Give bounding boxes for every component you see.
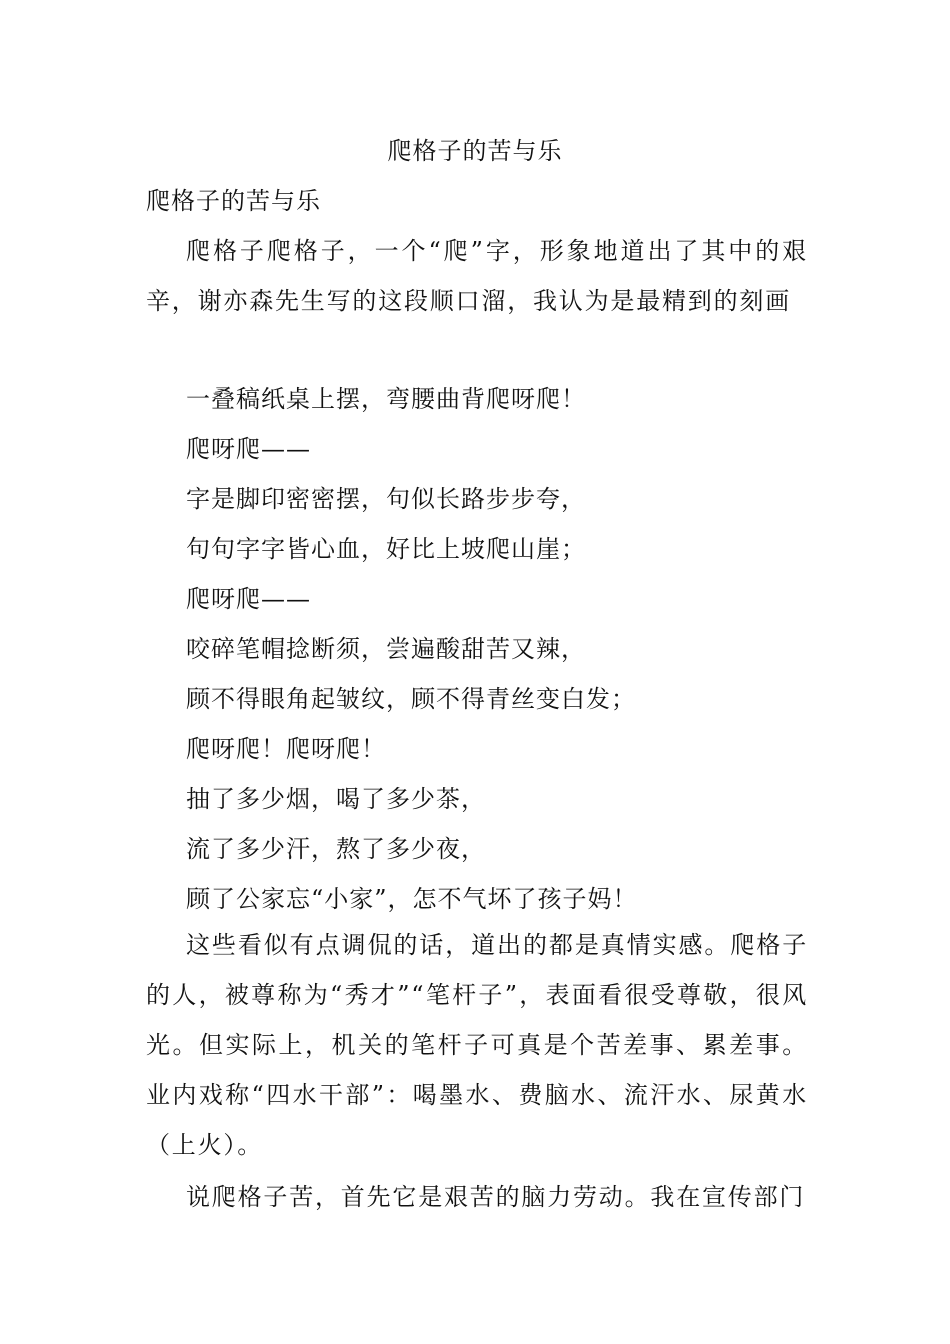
poem-line: 咬碎笔帽捻断须，尝遍酸甜苦又辣，	[186, 635, 586, 663]
poem-line: 抽了多少烟，喝了多少茶，	[186, 785, 486, 813]
poem-line: 一叠稿纸桌上摆，弯腰曲背爬呀爬！	[186, 385, 586, 413]
document-subtitle: 爬格子的苦与乐	[146, 187, 321, 215]
poem-block	[186, 374, 638, 924]
paragraph-intro: 爬格子爬格子，一个“爬”字，形象地道出了其中的艰辛，谢亦森先生写的这段顺口溜，我认为是最精到的刻画	[146, 237, 808, 315]
paragraph-continuation: 说爬格子苦，首先它是艰苦的脑力劳动。我在宣传部门	[186, 1183, 806, 1211]
poem-line: 爬呀爬——	[186, 585, 311, 613]
poem-line: 句句字字皆心血，好比上坡爬山崖；	[186, 535, 586, 563]
poem-line: 爬呀爬——	[186, 435, 311, 463]
poem-line: 流了多少汗，熬了多少夜，	[186, 835, 486, 863]
poem-line: 字是脚印密密摆，句似长路步步夸，	[186, 485, 586, 513]
poem-line: 顾了公家忘“小家”，怎不气坏了孩子妈！	[186, 885, 638, 913]
document-title: 爬格子的苦与乐	[387, 137, 563, 165]
poem-line: 顾不得眼角起皱纹，顾不得青丝变白发；	[186, 685, 636, 713]
poem-line: 爬呀爬！爬呀爬！	[186, 735, 386, 763]
paragraph-commentary: 这些看似有点调侃的话，道出的都是真情实感。爬格子的人，被尊称为“秀才”“笔杆子”，表面看很受尊敬，很风光。但实际上，机关的笔杆子可真是个苦差事、累差事。业内戏称“四水干部”：喝墨水、费脑水、流汗水、尿黄水（上火）。	[146, 931, 808, 1159]
